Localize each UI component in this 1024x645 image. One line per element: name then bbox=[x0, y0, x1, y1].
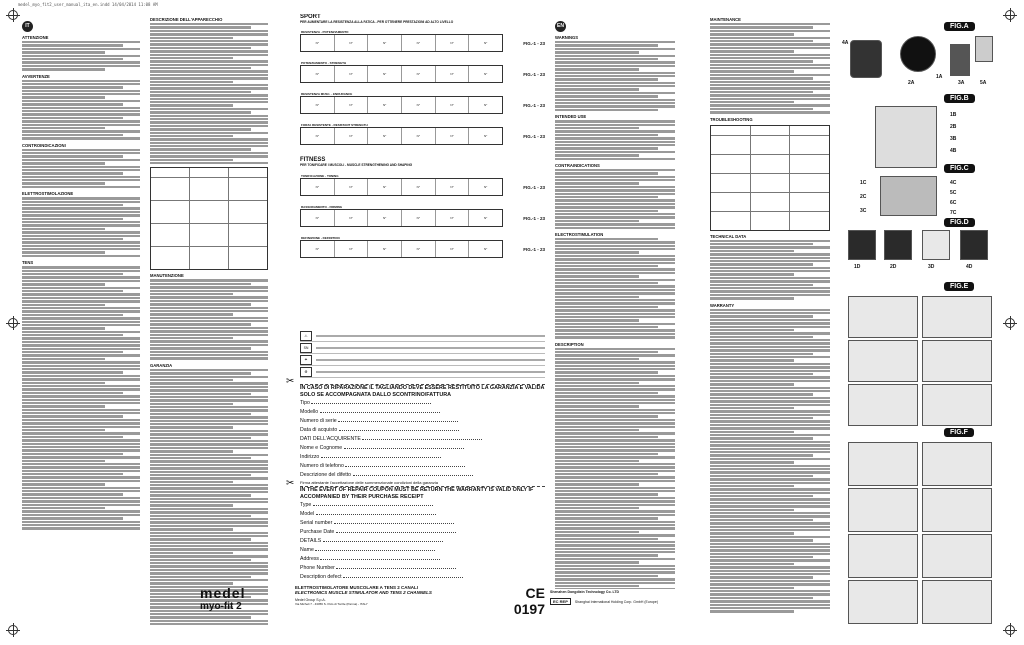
coupon-field: Descrizione del difetto bbox=[300, 470, 545, 479]
d-image bbox=[884, 230, 912, 260]
fig-b-label: FIG.B bbox=[944, 94, 975, 103]
figure-reference: FIG.-1 - 23 bbox=[523, 102, 545, 108]
troubleshooting-table-en bbox=[710, 125, 830, 231]
crop-mark-icon bbox=[1005, 318, 1015, 328]
figure-reference: FIG.-1 - 23 bbox=[523, 133, 545, 139]
section-heading: MAINTENANCE bbox=[710, 17, 741, 22]
coupon-field: Phone Number bbox=[300, 563, 545, 572]
sport-program-row: RESISTENZA - POTENZIAMENTO N° N° N° N° N° N° FIG.-1 - 23 bbox=[300, 32, 545, 54]
italian-text-column-2 bbox=[150, 14, 268, 626]
fig-c-callout: 3C bbox=[860, 208, 867, 214]
d-image bbox=[922, 230, 950, 260]
coupon-field: Modello bbox=[300, 407, 545, 416]
coupon-field: Description defect bbox=[300, 572, 545, 579]
coupon-field: Numero di serie bbox=[300, 416, 545, 425]
medel-logo: medel bbox=[200, 585, 246, 601]
coupon-field: Purchase Date bbox=[300, 527, 545, 536]
coupon-field: Data di acquisto bbox=[300, 425, 545, 434]
coupon-field: Address bbox=[300, 554, 545, 563]
fig-e-label: FIG.E bbox=[944, 282, 974, 291]
section-heading: AVVERTENZE bbox=[22, 73, 50, 79]
f-image bbox=[848, 488, 918, 532]
symbols-legend: ⚠ SN ☂ ♻ bbox=[300, 330, 545, 378]
print-slug: medel_myo_fit2_user_manual_ita_en.indd 14/04/2014 11:08 AM bbox=[18, 2, 158, 7]
fig-b-callout: 1B bbox=[950, 112, 957, 118]
fig-c-callout: 4C bbox=[950, 180, 957, 186]
section-heading: ATTENZIONE bbox=[22, 35, 49, 40]
e-image bbox=[922, 384, 992, 426]
sport-title: SPORT bbox=[300, 14, 321, 20]
section-heading: ELECTROSTIMULATION bbox=[555, 231, 604, 237]
section-heading: TECHNICAL DATA bbox=[710, 233, 747, 239]
fig-a-callout: 4A bbox=[842, 40, 849, 46]
e-image bbox=[848, 384, 918, 426]
coupon-signature: Firma attestante l'accettazione delle summenzionate condizioni della garanzia bbox=[300, 480, 438, 485]
company-name: Medel Group S.p.A. bbox=[295, 598, 326, 602]
scissors-icon: ✂ bbox=[286, 376, 295, 387]
device-image bbox=[850, 40, 882, 78]
fig-a-callout: 3A bbox=[958, 80, 965, 86]
fig-f-label: FIG.F bbox=[944, 428, 974, 437]
section-heading: CONTRAINDICATIONS bbox=[555, 162, 600, 168]
section-heading: ELETTROSTIMOLAZIONE bbox=[22, 191, 74, 197]
fitness-subtitle: PER TONIFICARE I MUSCOLI - MUSCLE STRENGTHENING AND SHAPING bbox=[300, 163, 413, 167]
fig-b-callout: 3B bbox=[950, 136, 957, 142]
coupon-title-en: IN THE EVENT OF REPAIR COUPON MUST BE RETURN THE WARRANTY IS VALID ONLY IF ACCOMPANIED BY THEIR PURCHASE RECEIPT bbox=[300, 487, 534, 500]
f-image bbox=[848, 534, 918, 578]
section-heading: INTENDED USE bbox=[555, 114, 587, 120]
display-image bbox=[880, 176, 937, 216]
italian-text-column-1 bbox=[22, 14, 140, 626]
figure-reference: FIG.-1 - 23 bbox=[523, 184, 545, 190]
crop-mark-icon bbox=[8, 625, 18, 635]
sport-program-row: POTENZIAMENTO - STRENGTH N° N° N° N° N° N° FIG.-1 - 23 bbox=[300, 63, 545, 85]
coupon-field: Name bbox=[300, 545, 545, 554]
troubleshooting-table bbox=[150, 167, 268, 270]
section-heading: WARNINGS bbox=[555, 35, 579, 40]
english-text-column-1 bbox=[555, 14, 675, 589]
coupon-field: Model bbox=[300, 509, 545, 518]
coupon-field: Tipo bbox=[300, 398, 545, 407]
sport-subtitle: PER AUMENTARE LA RESISTENZA ALLA FATICA - PER OTTENERE PRESTAZIONI AD ALTO LIVELLO bbox=[300, 20, 454, 24]
section-heading: DESCRIPTION bbox=[555, 341, 584, 347]
fig-d-callout: 2D bbox=[890, 264, 897, 270]
coupon-field: Type bbox=[300, 500, 545, 509]
fitness-program-row: DEFINIZIONE - DEFINITION N° N° N° N° N° N° FIG.-1 - 23 bbox=[300, 238, 545, 260]
electrode-image bbox=[975, 36, 993, 62]
fig-a-label: FIG.A bbox=[944, 22, 975, 31]
section-heading: GARANZIA bbox=[150, 362, 173, 368]
fig-a-callout: 5A bbox=[980, 80, 987, 86]
crop-mark-icon bbox=[1005, 10, 1015, 20]
sport-program-row: FORZA RESISTENTE - RESISTANT STRENGTH N° N° N° N° N° N° FIG.-1 - 23 bbox=[300, 125, 545, 147]
e-image bbox=[922, 340, 992, 382]
crop-mark-icon bbox=[1005, 625, 1015, 635]
scissors-icon: ✂ bbox=[286, 478, 295, 489]
section-heading: TENS bbox=[22, 260, 34, 266]
sport-program-row: RESISTENZA MUSC. - ENDURANCE N° N° N° N° N° N° FIG.-1 - 23 bbox=[300, 94, 545, 116]
product-desc-en: ELECTRONICS MUSCLE STIMULATOR AND TENS 2 CHANNELS bbox=[295, 590, 432, 595]
program-tables-column bbox=[300, 14, 545, 332]
fitness-title: FITNESS bbox=[300, 157, 326, 163]
cable-image bbox=[900, 36, 936, 72]
d-image bbox=[960, 230, 988, 260]
section-heading: TROUBLESHOOTING bbox=[710, 116, 753, 122]
fig-c-callout: 7C bbox=[950, 210, 957, 216]
figure-reference: FIG.-1 - 23 bbox=[523, 40, 545, 46]
fig-c-callout: 1C bbox=[860, 180, 867, 186]
fig-b-callout: 4B bbox=[950, 148, 957, 154]
fig-d-callout: 4D bbox=[966, 264, 973, 270]
fitness-program-row: RASSODAMENTO - FIRMING N° N° N° N° N° N° FIG.-1 - 23 bbox=[300, 207, 545, 229]
fig-c-callout: 5C bbox=[950, 190, 957, 196]
f-image bbox=[922, 580, 992, 624]
ec-rep-name: Shanghai International Holding Corp. GmbH (Europe) bbox=[574, 599, 658, 604]
e-image bbox=[848, 340, 918, 382]
f-image bbox=[922, 442, 992, 486]
f-image bbox=[848, 580, 918, 624]
english-text-column-2 bbox=[710, 14, 830, 626]
coupon-field: DATI DELL'ACQUIRENTE bbox=[300, 434, 545, 443]
section-heading: DESCRIZIONE DELL'APPARECCHIO bbox=[150, 17, 223, 22]
fitness-program-row: TONIFICAZIONE - TONING N° N° N° N° N° N° FIG.-1 - 23 bbox=[300, 176, 545, 198]
crop-mark-icon bbox=[8, 318, 18, 328]
section-heading: WARRANTY bbox=[710, 302, 735, 308]
e-image bbox=[848, 296, 918, 338]
language-tag-en: EN bbox=[555, 21, 566, 32]
language-tag-it: IT bbox=[22, 21, 33, 32]
ec-rep-badge: EC REP bbox=[550, 598, 571, 605]
d-image bbox=[848, 230, 876, 260]
coupon-field: Serial number bbox=[300, 518, 545, 527]
figure-reference: FIG.-1 - 23 bbox=[523, 215, 545, 221]
coupon-field: Nome e Cognome bbox=[300, 443, 545, 452]
device-front-image bbox=[875, 106, 937, 168]
manufacturer: Shenzhen Dongdixin Technology Co. LTD bbox=[550, 590, 620, 594]
fig-c-callout: 2C bbox=[860, 194, 867, 200]
warranty-coupon-it bbox=[300, 384, 545, 485]
coupon-field: Numero di telefono bbox=[300, 461, 545, 470]
f-image bbox=[848, 442, 918, 486]
coupon-field: DETAILS bbox=[300, 536, 545, 545]
section-heading: CONTROINDICAZIONI bbox=[22, 142, 66, 148]
e-image bbox=[922, 296, 992, 338]
figure-reference: FIG.-1 - 23 bbox=[523, 246, 545, 252]
fig-a-callout: 2A bbox=[908, 80, 915, 86]
charger-image bbox=[950, 44, 970, 76]
figure-reference: FIG.-1 - 23 bbox=[523, 71, 545, 77]
section-heading: MANUTENZIONE bbox=[150, 273, 184, 279]
product-desc-it: ELETTROSTIMOLATORE MUSCOLARE A TENS 2 CANALI bbox=[295, 585, 419, 590]
brand-footer bbox=[200, 585, 545, 627]
crop-mark-icon bbox=[8, 10, 18, 20]
fig-d-callout: 3D bbox=[928, 264, 935, 270]
f-image bbox=[922, 534, 992, 578]
company-address: Via Micheli 7 - 43056 S. Polo di Torrile (Parma) - ITALY bbox=[295, 602, 368, 606]
fig-c-label: FIG.C bbox=[944, 164, 975, 173]
fig-a-callout: 1A bbox=[936, 74, 943, 80]
figures-column bbox=[840, 14, 1000, 626]
fig-d-callout: 1D bbox=[854, 264, 861, 270]
ce-mark: CE 0197 bbox=[513, 585, 545, 617]
fig-c-callout: 6C bbox=[950, 200, 957, 206]
coupon-field: Indirizzo bbox=[300, 452, 545, 461]
fig-d-label: FIG.D bbox=[944, 218, 975, 227]
fig-b-callout: 2B bbox=[950, 124, 957, 130]
warranty-coupon-en bbox=[300, 486, 545, 579]
product-name: myo-fit 2 bbox=[200, 601, 242, 612]
coupon-title-it: IN CASO DI RIPARAZIONE IL TAGLIANDO DEVE ESSERE RESTITUITO LA GARANZIA È VALIDA SOLO SE ACCOMPAGNATA DALLO SCONTRINO/FATTURA bbox=[300, 385, 545, 398]
f-image bbox=[922, 488, 992, 532]
